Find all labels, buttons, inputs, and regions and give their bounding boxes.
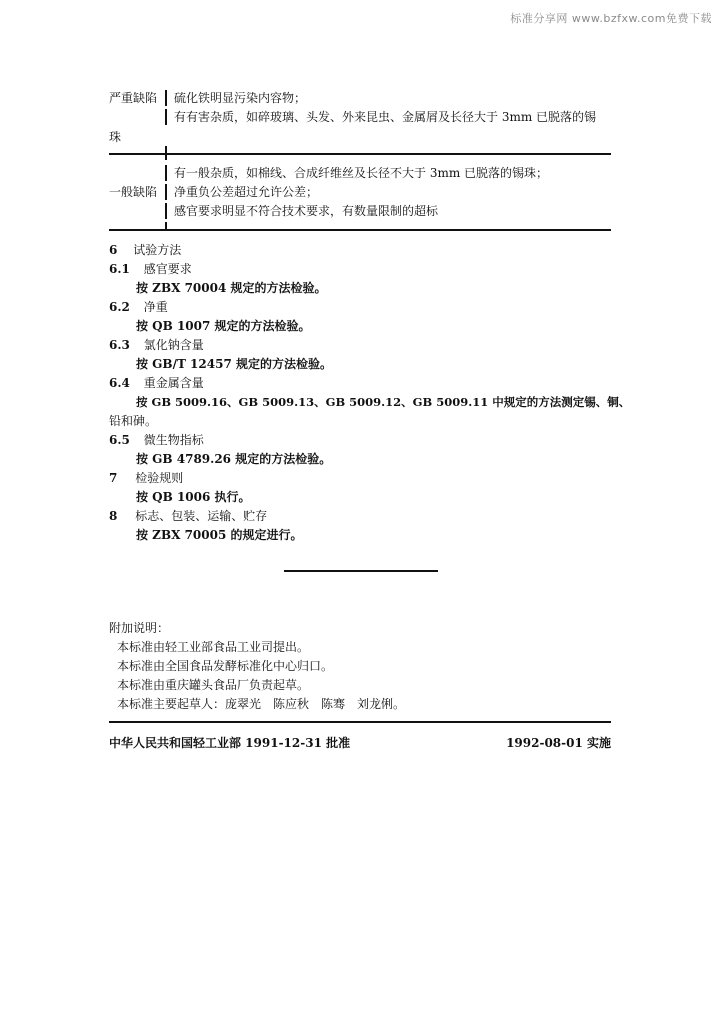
section-heading — [109, 299, 168, 315]
footer-rule — [109, 721, 611, 723]
watermark: 标准分享网 www.bzfxw.com免费下载 — [510, 12, 712, 25]
section-heading — [109, 242, 181, 258]
section-number: 6.5 — [109, 433, 130, 447]
table-rule — [109, 153, 611, 155]
section-title: 标志、包装、运输、贮存 — [135, 509, 268, 523]
section-heading — [109, 261, 192, 277]
section-heading — [109, 470, 183, 486]
approval-date: 中华人民共和国轻工业部 1991-12-31 批准 — [109, 736, 351, 750]
section-body-cont: 铅和砷。 — [109, 414, 158, 428]
serious-item-cont: 珠 — [109, 130, 122, 144]
section-title: 检验规则 — [135, 471, 184, 485]
table-divider — [165, 146, 167, 160]
end-rule — [284, 570, 438, 572]
notes-line: 本标准由轻工业部食品工业司提出。 — [117, 640, 310, 654]
table-divider — [165, 184, 167, 200]
table-divider — [165, 90, 167, 106]
section-title: 试验方法 — [133, 243, 182, 257]
table-divider — [165, 109, 167, 125]
serious-item: 有有害杂质，如碎玻璃、头发、外来昆虫、金属屑及长径大于 3mm 已脱落的锡 — [174, 110, 597, 124]
implementation-date: 1992-08-01 实施 — [506, 736, 611, 750]
section-heading — [109, 508, 267, 524]
section-number: 8 — [109, 509, 118, 523]
notes-line: 本标准由重庆罐头食品厂负责起草。 — [117, 678, 310, 692]
section-title: 微生物指标 — [143, 433, 204, 447]
section-title: 重金属含量 — [143, 376, 204, 390]
table-divider — [165, 222, 167, 231]
section-number: 6.2 — [109, 300, 130, 314]
notes-heading: 附加说明： — [109, 621, 170, 635]
table-rule — [109, 229, 611, 231]
section-heading — [109, 375, 204, 391]
section-number: 6.4 — [109, 376, 130, 390]
serious-item: 硫化铁明显污染内容物； — [174, 91, 307, 105]
section-body: 按 QB 1007 规定的方法检验。 — [136, 319, 311, 333]
general-item: 净重负公差超过允许公差； — [174, 185, 319, 199]
notes-line: 本标准主要起草人：庞翠光 陈应秋 陈骞 刘龙俐。 — [117, 697, 406, 711]
section-body: 按 ZBX 70004 规定的方法检验。 — [136, 281, 327, 295]
section-body: 按 GB/T 12457 规定的方法检验。 — [136, 357, 332, 371]
section-number: 6 — [109, 243, 118, 257]
section-body: 按 GB 5009.16、GB 5009.13、GB 5009.12、GB 5009.11 中规定的方法测定锡、铜、 — [136, 395, 631, 409]
section-body: 按 GB 4789.26 规定的方法检验。 — [136, 452, 332, 466]
table-divider — [165, 165, 167, 181]
section-number: 6.1 — [109, 262, 130, 276]
general-defect-label: 一般缺陷 — [109, 185, 158, 199]
notes-line: 本标准由全国食品发酵标准化中心归口。 — [117, 659, 334, 673]
section-number: 7 — [109, 471, 118, 485]
section-heading — [109, 337, 204, 353]
table-divider — [165, 203, 167, 219]
section-title: 氯化钠含量 — [143, 338, 204, 352]
general-item: 感官要求明显不符合技术要求，有数量限制的超标 — [174, 204, 439, 218]
general-item: 有一般杂质，如棉线、合成纤维丝及长径不大于 3mm 已脱落的锡珠； — [174, 166, 549, 180]
section-heading — [109, 432, 204, 448]
section-title: 感官要求 — [143, 262, 192, 276]
section-title: 净重 — [143, 300, 168, 314]
serious-defect-label: 严重缺陷 — [109, 91, 158, 105]
section-body: 按 ZBX 70005 的规定进行。 — [136, 528, 303, 542]
section-body: 按 QB 1006 执行。 — [136, 490, 251, 504]
section-number: 6.3 — [109, 338, 130, 352]
